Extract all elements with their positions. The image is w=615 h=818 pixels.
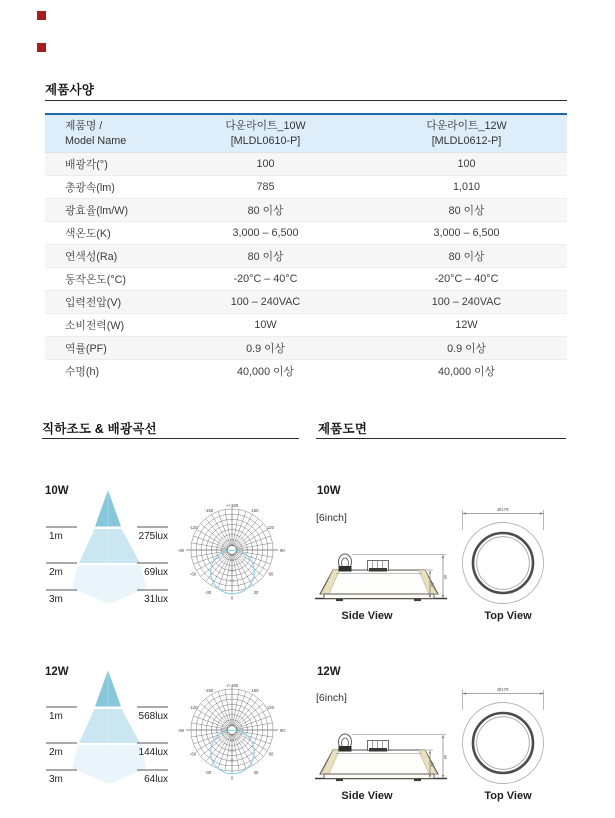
diameter-value: Ø179 — [497, 687, 509, 692]
polar-angle-label: 90 — [280, 548, 285, 553]
spec-table-body — [45, 153, 567, 382]
diameter-dimension — [463, 510, 544, 530]
wattage-label: 10W — [45, 485, 69, 497]
spec-table-header — [45, 113, 567, 153]
polar-angle-label: 90 — [280, 728, 285, 733]
polar-angle-label: 60 — [268, 751, 274, 757]
cone-band-mid — [79, 709, 140, 743]
spec-value-12w: -20°C – 40°C — [434, 273, 499, 285]
diameter-value: Ø179 — [497, 507, 509, 512]
spec-label: 배광각(°) — [65, 158, 108, 171]
polar-chart — [178, 503, 286, 601]
top-view-label: Top View — [484, 610, 532, 622]
polar-angle-label: 120 — [266, 525, 275, 530]
header-cell-10w: 다운라이트_10W [MLDL0610-P] — [225, 120, 306, 147]
diameter-dimension — [463, 690, 544, 710]
spec-label: 총광속(lm) — [65, 181, 115, 194]
side-view-drawing — [315, 554, 448, 601]
top-view-drawing — [463, 687, 544, 784]
polar-angle-label: 0 — [230, 775, 234, 781]
height-value-inner: 69 — [429, 582, 435, 587]
photometry-section-title: 직하조도 & 배광곡선 — [42, 422, 157, 436]
spec-label: 역률(PF) — [65, 342, 107, 355]
table-row — [45, 176, 567, 199]
height-value-outer: 88 — [442, 574, 448, 580]
polar-angle-label: 150 — [251, 508, 259, 513]
spec-value-10w: 100 — [256, 158, 275, 170]
cone-band-bottom — [72, 745, 147, 784]
drawing-block — [312, 483, 567, 618]
cone-band-mid — [79, 529, 140, 563]
fiducial-marker — [37, 43, 46, 52]
top-view-inner-circle — [477, 717, 530, 770]
distance-label: 1m — [49, 531, 63, 542]
polar-angle-label: -150 — [204, 508, 214, 513]
polar-angle-label: -90 — [177, 728, 184, 733]
side-view-label: Side View — [341, 610, 393, 622]
drawing-section-title: 제품도면 — [318, 422, 368, 436]
distance-label: 3m — [49, 774, 63, 785]
polar-angle-label: -60 — [189, 571, 197, 577]
spec-value-12w: 0.9 이상 — [447, 342, 486, 355]
wattage-label: 12W — [45, 666, 69, 678]
spec-section-title: 제품사양 — [45, 83, 95, 97]
table-row — [45, 360, 567, 382]
lux-label: 275lux — [138, 531, 168, 542]
wattage-label: 12W — [317, 666, 341, 678]
top-view-label: Top View — [484, 790, 532, 802]
polar-angle-label: -30 — [204, 590, 212, 595]
cone-band-bottom — [72, 565, 147, 604]
spec-value-12w: 40,000 이상 — [438, 365, 495, 378]
fiducial-marker — [37, 11, 46, 20]
spec-label: 소비전력(W) — [65, 319, 125, 332]
lux-label: 64lux — [144, 774, 168, 785]
spec-label: 연색성(Ra) — [65, 250, 118, 263]
spec-label: 입력전압(V) — [65, 296, 122, 309]
polar-angle-label: -90 — [177, 548, 184, 553]
height-value-outer: 88 — [442, 754, 448, 760]
table-row — [45, 245, 567, 268]
table-row — [45, 153, 567, 176]
header-cell-12w: 다운라이트_12W [MLDL0612-P] — [426, 120, 507, 147]
polar-angle-label: -120 — [189, 705, 198, 710]
spec-value-12w: 1,010 — [452, 181, 481, 193]
beam-lobe — [211, 730, 255, 774]
spec-value-10w: 80 이상 — [247, 250, 284, 263]
spec-label: 색온도(K) — [65, 227, 111, 240]
drawing-section-rule — [316, 438, 566, 439]
cone-diagram — [72, 490, 147, 604]
table-row — [45, 222, 567, 245]
spec-value-10w: 100 – 240VAC — [230, 296, 301, 308]
fixture-flange — [324, 594, 434, 599]
terminal-box — [368, 741, 389, 752]
polar-angle-label: -60 — [189, 751, 197, 757]
beam-lobe — [211, 550, 255, 594]
wattage-label: 10W — [317, 485, 341, 497]
polar-angle-label: -150 — [204, 688, 214, 693]
polar-angle-label: -30 — [204, 770, 212, 775]
spec-label: 동작온도(°C) — [65, 273, 127, 286]
header-cell-model-name: 제품명 / Model Name — [65, 120, 127, 147]
distance-label: 1m — [49, 711, 63, 722]
photometry-block — [45, 663, 295, 798]
polar-angle-label: -/+180 — [225, 683, 239, 688]
drawing-block — [312, 663, 567, 798]
polar-angle-label: 150 — [251, 688, 259, 693]
lux-label: 69lux — [144, 567, 168, 578]
polar-angle-label: 0 — [230, 595, 234, 601]
spec-label: 광효율(lm/W) — [65, 204, 129, 217]
fixture-foot — [336, 779, 343, 782]
table-row — [45, 314, 567, 337]
top-view-inner-circle — [477, 537, 530, 590]
table-row — [45, 291, 567, 314]
spec-value-10w: -20°C – 40°C — [233, 273, 298, 285]
fixture-foot — [414, 599, 421, 602]
lux-label: 31lux — [144, 594, 168, 605]
terminal-box — [368, 561, 389, 572]
spec-value-12w: 100 — [457, 158, 476, 170]
spring-clip — [339, 554, 352, 572]
spring-clip — [339, 734, 352, 752]
table-row — [45, 268, 567, 291]
size-label: [6inch] — [316, 692, 347, 704]
spec-table — [45, 113, 567, 382]
fixture-foot — [414, 779, 421, 782]
fixture-flange — [324, 774, 434, 779]
height-value-inner: 69 — [429, 762, 435, 767]
lux-label: 144lux — [138, 747, 168, 758]
side-view-drawing — [315, 734, 448, 781]
top-view-ring — [473, 533, 533, 593]
polar-angle-label: -120 — [189, 525, 198, 530]
polar-angle-label: 60 — [268, 571, 274, 577]
table-row — [45, 337, 567, 360]
spec-label: 수명(h) — [65, 365, 100, 378]
size-label: [6inch] — [316, 512, 347, 524]
spec-value-12w: 80 이상 — [448, 250, 485, 263]
photometry-section-rule — [42, 438, 299, 439]
spec-value-10w: 3,000 – 6,500 — [232, 227, 299, 239]
polar-angle-label: 30 — [253, 770, 259, 775]
spec-value-10w: 10W — [254, 319, 277, 331]
lux-label: 568lux — [138, 711, 168, 722]
spec-value-10w: 785 — [256, 181, 275, 193]
spec-value-12w: 3,000 – 6,500 — [433, 227, 500, 239]
fixture-foot — [336, 599, 343, 602]
distance-label: 2m — [49, 747, 63, 758]
spec-value-12w: 80 이상 — [448, 204, 485, 217]
top-view-drawing — [463, 507, 544, 604]
polar-chart — [178, 683, 286, 781]
cone-diagram — [72, 670, 147, 784]
polar-angle-label: 30 — [253, 590, 259, 595]
distance-label: 2m — [49, 567, 63, 578]
top-view-outer-circle — [463, 523, 544, 604]
spec-value-10w: 0.9 이상 — [246, 342, 285, 355]
spec-value-10w: 40,000 이상 — [237, 365, 294, 378]
spec-value-12w: 12W — [455, 319, 478, 331]
top-view-outer-circle — [463, 703, 544, 784]
spec-value-10w: 80 이상 — [247, 204, 284, 217]
table-row — [45, 199, 567, 222]
spec-value-12w: 100 – 240VAC — [431, 296, 502, 308]
side-view-label: Side View — [341, 790, 393, 802]
photometry-block — [45, 483, 295, 618]
polar-angle-label: -/+180 — [225, 503, 239, 508]
spec-section-rule — [45, 100, 567, 101]
distance-label: 3m — [49, 594, 63, 605]
polar-angle-label: 120 — [266, 705, 275, 710]
top-view-ring — [473, 713, 533, 773]
